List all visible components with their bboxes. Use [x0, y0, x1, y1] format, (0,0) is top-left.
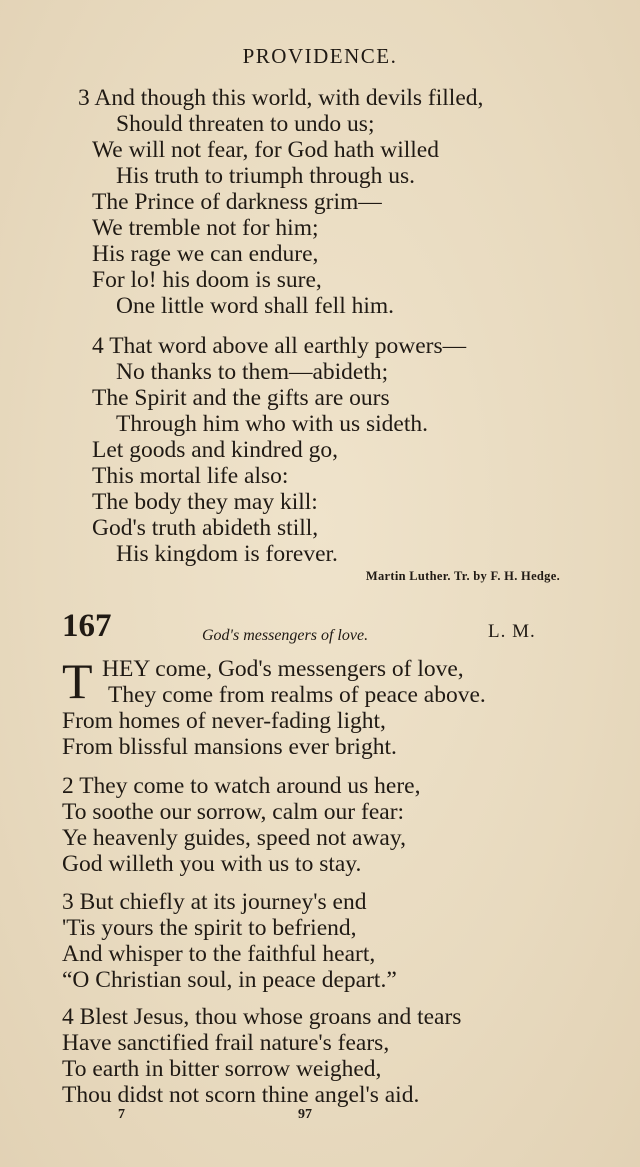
verse-line: 3 But chiefly at its journey's end — [62, 889, 367, 915]
verse-number: 4 — [92, 333, 104, 359]
verse-line: One little word shall fell him. — [116, 293, 395, 319]
verse-line: Should threaten to undo us; — [116, 111, 375, 137]
verse-line: 3 And though this world, with devils filled, — [78, 85, 484, 111]
verse-line: To soothe our sorrow, calm our fear: — [62, 799, 405, 825]
page-number: 97 — [298, 1107, 312, 1122]
verse-line: His truth to triumph through us. — [116, 163, 415, 189]
verse-number: 4 — [62, 1004, 74, 1030]
verse-line: The body they may kill: — [92, 489, 318, 515]
verse-line: This mortal life also: — [92, 463, 289, 489]
hymn-meter: L. M. — [488, 621, 536, 642]
hymn-subtitle: God's messengers of love. — [202, 627, 369, 644]
verse-line: HEY come, God's messengers of love, — [102, 656, 464, 682]
verse-line: Thou didst not scorn thine angel's aid. — [62, 1082, 420, 1108]
verse-line: 4 Blest Jesus, thou whose groans and tears — [62, 1004, 462, 1030]
verse-line: No thanks to them—abideth; — [116, 359, 389, 385]
verse-number: 3 — [78, 85, 90, 111]
verse-number: 3 — [62, 889, 74, 915]
verse-line: Through him who with us sideth. — [116, 411, 429, 437]
verse-line: From homes of never-fading light, — [62, 708, 386, 734]
verse-line: 4 That word above all earthly powers— — [92, 333, 467, 359]
verse-line: They come from realms of peace above. — [108, 682, 486, 708]
verse-line: And whisper to the faithful heart, — [62, 941, 376, 967]
verse-line: His kingdom is forever. — [116, 541, 338, 567]
verse-line: The Spirit and the gifts are ours — [92, 385, 390, 411]
verse-number: 2 — [62, 773, 74, 799]
verse-line: Have sanctified frail nature's fears, — [62, 1030, 390, 1056]
verse-line: Let goods and kindred go, — [92, 437, 339, 463]
verse-line: 'Tis yours the spirit to befriend, — [62, 915, 357, 941]
verse-line: For lo! his doom is sure, — [92, 267, 322, 293]
verse-line: Ye heavenly guides, speed not away, — [62, 825, 406, 851]
verse-line: God willeth you with us to stay. — [62, 851, 362, 877]
running-head: PROVIDENCE. — [242, 44, 398, 68]
hymn-attribution: Martin Luther. Tr. by F. H. Hedge. — [365, 569, 560, 583]
verse-line: From blissful mansions ever bright. — [62, 734, 397, 760]
drop-cap: T — [62, 653, 93, 709]
verse-line: 2 They come to watch around us here, — [62, 773, 421, 799]
verse-line: The Prince of darkness grim— — [92, 189, 382, 215]
signature-mark: 7 — [118, 1107, 125, 1122]
hymn-number: 167 — [62, 608, 112, 644]
verse-line: God's truth abideth still, — [92, 515, 319, 541]
verse-line: We tremble not for him; — [92, 215, 319, 241]
verse-line: “O Christian soul, in peace depart.” — [62, 967, 397, 993]
verse-line: We will not fear, for God hath willed — [92, 137, 439, 163]
verse-line: To earth in bitter sorrow weighed, — [62, 1056, 382, 1082]
verse-line: His rage we can endure, — [92, 241, 319, 267]
